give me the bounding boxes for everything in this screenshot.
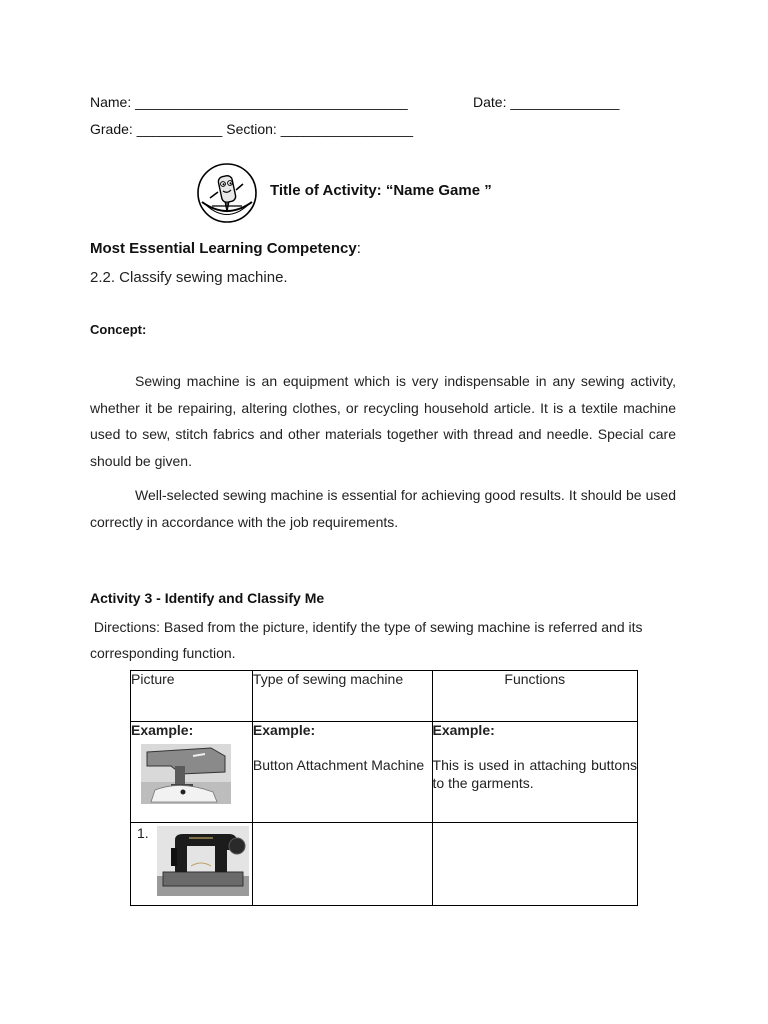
competency-heading: Most Essential Learning Competency bbox=[90, 240, 357, 257]
example-type-value: Button Attachment Machine bbox=[252, 757, 425, 773]
activity-title: Title of Activity: “Name Game ” bbox=[270, 182, 492, 199]
activity-title-row bbox=[196, 162, 596, 224]
header-functions: Functions bbox=[432, 671, 637, 722]
example-function-cell bbox=[432, 722, 637, 823]
competency-colon: : bbox=[356, 240, 361, 257]
header-picture: Picture bbox=[131, 671, 253, 722]
row1-function-cell[interactable] bbox=[432, 823, 637, 906]
date-field-line: Date: ______________ bbox=[473, 94, 620, 110]
concept-paragraph-1: Sewing machine is an equipment which is very indispensable in any sewing activity, whether it be repairing, altering clothes, or recycling household article. It is a textile machine used to sew, stitch fabrics and other materials together with thread and needle. Special care should be given. bbox=[90, 373, 676, 469]
activity-table bbox=[130, 670, 638, 906]
row1-number: 1. bbox=[137, 825, 149, 841]
competency-item: 2.2. Classify sewing machine. bbox=[90, 269, 288, 286]
example-picture-label: Example: bbox=[131, 722, 194, 738]
header-type: Type of sewing machine bbox=[252, 671, 432, 722]
row1-type-cell[interactable] bbox=[252, 823, 432, 906]
activity3-heading: Activity 3 - Identify and Classify Me bbox=[90, 590, 325, 606]
name-field-line: Name: ___________________________________ bbox=[90, 94, 408, 110]
activity3-directions-text: Directions: Based from the picture, identify the type of sewing machine is referred and its corresponding function. bbox=[90, 619, 643, 661]
example-function-label: Example: bbox=[432, 722, 495, 738]
table-row bbox=[131, 823, 638, 906]
row1-picture-cell bbox=[131, 823, 253, 906]
example-function-value: This is used in attaching buttons to the garments. bbox=[432, 757, 637, 791]
example-picture-cell bbox=[131, 722, 253, 823]
treadle-sewing-machine-image bbox=[157, 826, 249, 896]
example-type-label: Example: bbox=[252, 722, 316, 738]
concept-heading: Concept: bbox=[90, 322, 147, 337]
example-type-cell bbox=[252, 722, 432, 823]
pencil-mascot-icon bbox=[196, 162, 258, 224]
table-row bbox=[131, 722, 638, 823]
competency-heading-wrap bbox=[90, 240, 361, 257]
concept-paragraph-2: Well-selected sewing machine is essential for achieving good results. It should be used correctly in accordance with the job requirements. bbox=[90, 487, 676, 530]
table-header-row bbox=[131, 671, 638, 722]
grade-section-line: Grade: ___________ Section: _________________ bbox=[90, 121, 414, 137]
button-attachment-machine-image bbox=[141, 744, 231, 804]
activity3-directions bbox=[90, 614, 676, 666]
